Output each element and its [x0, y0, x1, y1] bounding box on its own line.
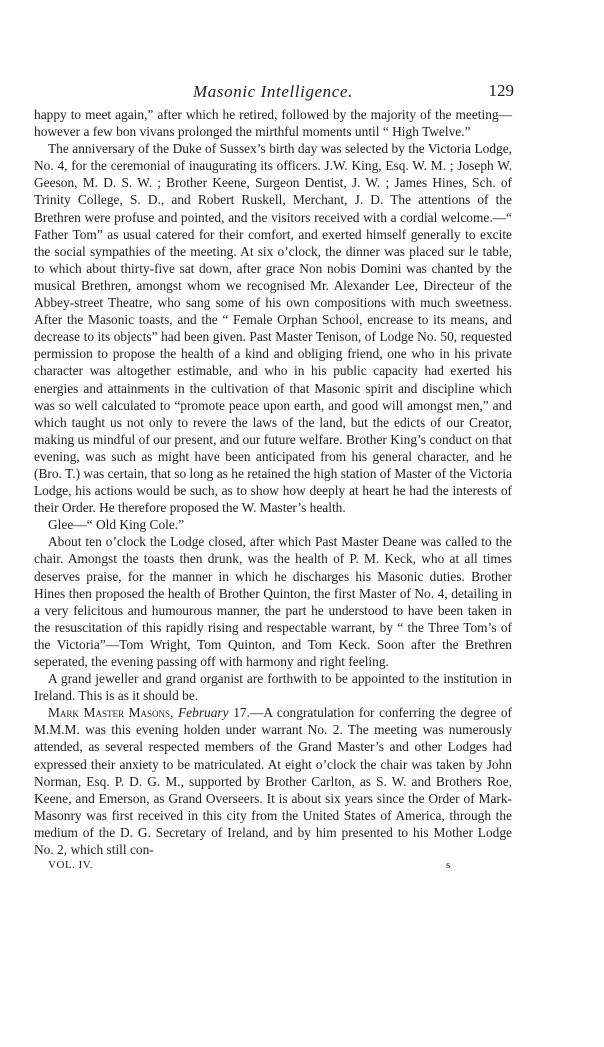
paragraph-mark-masters	[34, 704, 512, 858]
paragraph-lodge-closed: About ten o’clock the Lodge closed, after which Past Master Deane was called to the chair. Amongst the toasts then drunk, was the health of P. M. Keck, who at all times deserves praise, for the manner in which he discharges his Masonic duties. Brother Hines then proposed the health of Brother Quinton, the first Master of No. 4, detailing in a very felicitous and humourous manner, the part he understood to have been taken in the resuscitation of this rapidly rising and respectable warrant, by “ the Three Tom’s of the Victoria”—Tom Wright, Tom Quinton, and Tom Keck. Soon after the Brethren seperated, the evening passing off with harmony and right feeling.	[34, 534, 512, 669]
paragraph-grand-jeweller: A grand jeweller and grand organist are forthwith to be appointed to the institution in Ireland. This is as it should be.	[34, 671, 512, 704]
paragraph-continuation: happy to meet again,” after which he retired, followed by the majority of the meeting—however a few bon vivans prolonged the mirthful moments until “ High Twelve.”	[34, 107, 512, 140]
running-head	[34, 82, 512, 106]
running-title: Masonic Intelligence.	[193, 82, 353, 101]
paragraph-glee: Glee—“ Old King Cole.”	[48, 517, 185, 533]
body-text	[34, 106, 512, 858]
section-date-month: February	[178, 705, 229, 721]
signature-mark: s	[446, 859, 451, 872]
paragraph-victoria-lodge: The anniversary of the Duke of Sussex’s birth day was selected by the Victoria Lodge, No. 4, for the ceremonial of inaugurating its officers. J.W. King, Esq. W. M. ; Joseph W. Geeson, M. D. S. W. ; Brother Keene, Surgeon Dentist, J. W. ; James Hines, Sch. of Trinity College, S. D., and Robert Ruskell, Merchant, J. D. The attentions of the Brethren were profuse and pointed, and the visitors received with a cordial welcome.—“ Father Tom” as usual catered for their comfort, and exerted himself generally to excite the social sympathies of the meeting. At six o’clock, the dinner was placed sur le table, to which about thirty-five sat down, after grace Non nobis Domini was chanted by the musical Brethren, amongst whom we recognised Mr. Alexander Lee, Directeur of the Abbey-street Theatre, who sang some of his own compositions with much sweetness. After the Masonic toasts, and the “ Female Orphan School, encrease to its means, and decrease to its objects” had been given. Past Master Tenison, of Lodge No. 50, requested permission to propose the health of a kind and obliging friend, one who in his private character was altogether estimable, and who in his public capacity had exerted his energies and attainments in the cultivation of that Masonic spirit and discipline which was so well calculated to “promote peace upon earth, and good will amongst men,” and which taught us not only to revere the laws of the land, but the edicts of our Creator, making us mindful of our present, and our future welfare. Brother King’s conduct on that evening, was such as might have been anticipated from his general character, and he (Bro. T.) was certain, that so long as he retained the high station of Master of the Victoria Lodge, his actions would be such, as to show how deeply at heart he had the interests of their Order. He therefore proposed the W. Master’s health.	[34, 141, 512, 516]
volume-label: VOL. IV.	[48, 859, 94, 872]
section-lead: Mark Master Masons,	[48, 705, 174, 721]
book-page	[34, 82, 512, 877]
section-body: 17.—A congratulation for conferring the degree of M.M.M. was this evening holden under warrant No. 2. The meeting was numerously attended, as several respected members of the Grand Master’s and other Lodges had expressed their anxiety to be matriculated. At eight o’clock the chair was taken by John Norman, Esq. P. D. G. M., supported by Brother Carlton, as S. W. and Brothers Roe, Keene, and Emerson, as Grand Overseers. It is about six years since the Order of Mark-Masonry was first received in this city from the United States of America, through the medium of the D. G. Secretary of Ireland, and by him presented to his Mother Lodge No. 2, which still con-	[34, 705, 512, 858]
page-footer	[34, 859, 512, 877]
page-number: 129	[488, 81, 514, 100]
